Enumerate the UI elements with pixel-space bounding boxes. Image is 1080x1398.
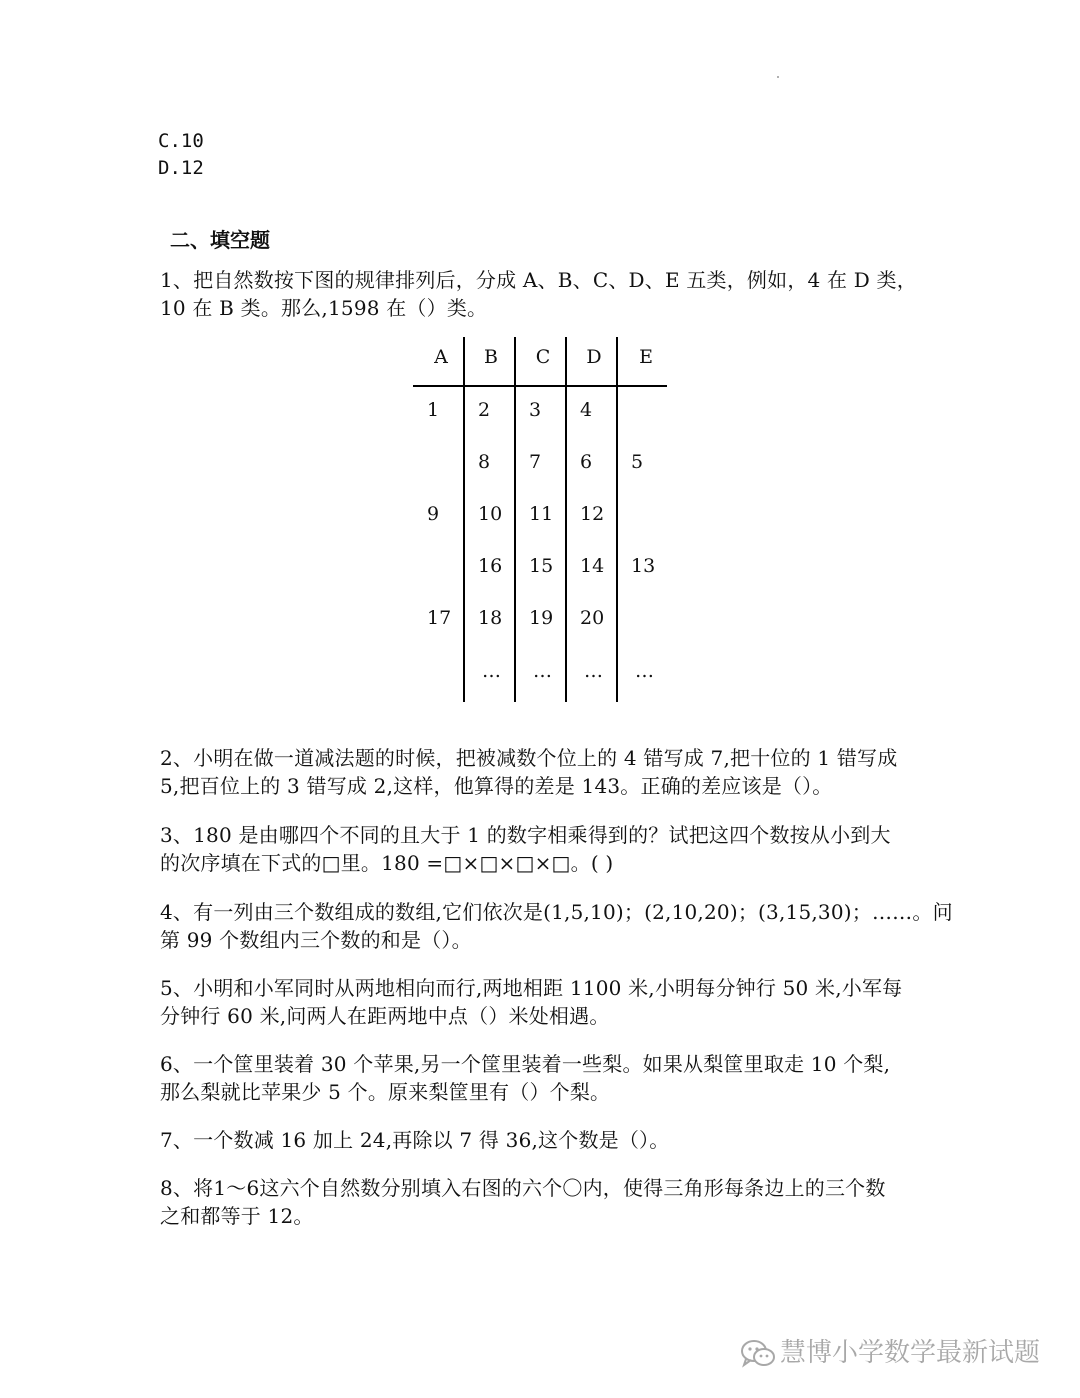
table-header-a: A xyxy=(434,346,448,368)
q6-line-1: 6、一个筐里装着 30 个苹果,另一个筐里装着一些梨。如果从梨筐里取走 10 个梨, xyxy=(160,1052,891,1076)
q5-line-1: 5、小明和小军同时从两地相向而行,两地相距 1100 米,小明每分钟行 50 米,小军每 xyxy=(160,976,903,1000)
table-cell: 19 xyxy=(529,607,554,629)
table-cell-ellipsis: … xyxy=(482,660,501,682)
q7-line-1: 7、一个数减 16 加上 24,再除以 7 得 36,这个数是（）。 xyxy=(160,1128,670,1152)
table-header-e: E xyxy=(639,346,653,368)
q4-line-2: 第 99 个数组内三个数的和是（）。 xyxy=(160,928,472,952)
table-cell: 17 xyxy=(427,607,452,629)
q6-line-2: 那么梨就比苹果少 5 个。原来梨筐里有（）个梨。 xyxy=(160,1080,611,1104)
table-cell: 14 xyxy=(580,555,605,577)
table-cell: 9 xyxy=(427,503,440,525)
section-heading: 二、填空题 xyxy=(170,228,270,252)
table-cell: 10 xyxy=(478,503,503,525)
table-cell: 2 xyxy=(478,399,491,421)
q2-line-2: 5,把百位上的 3 错写成 2,这样，他算得的差是 143。正确的差应该是（）。 xyxy=(160,774,833,798)
table-header-b: B xyxy=(484,346,498,368)
q3-line-1: 3、180 是由哪四个不同的且大于 1 的数字相乘得到的？试把这四个数按从小到大 xyxy=(160,823,891,847)
table-cell: 7 xyxy=(529,451,542,473)
choice-c: C.10 xyxy=(158,130,204,152)
table-cell: 8 xyxy=(478,451,491,473)
table-cell: 16 xyxy=(478,555,503,577)
table-cell: 1 xyxy=(427,399,440,421)
q1-line-2: 10 在 B 类。那么,1598 在（）类。 xyxy=(160,296,488,320)
scan-speck xyxy=(777,76,779,78)
table-header-c: C xyxy=(535,346,551,368)
q8-line-1: 8、将1～6这六个自然数分别填入右图的六个〇内，使得三角形每条边上的三个数 xyxy=(160,1176,886,1200)
table-cell: 5 xyxy=(631,451,644,473)
table-header-d: D xyxy=(586,346,602,368)
watermark-text: 慧博小学数学最新试题 xyxy=(780,1338,1041,1368)
table-cell-ellipsis: … xyxy=(533,660,552,682)
table-cell: 18 xyxy=(478,607,503,629)
q2-line-1: 2、小明在做一道减法题的时候，把被减数个位上的 4 错写成 7,把十位的 1 错写成 xyxy=(160,746,898,770)
table-cell: 20 xyxy=(580,607,605,629)
q8-line-2: 之和都等于 12。 xyxy=(160,1204,314,1228)
table-cell: 11 xyxy=(529,503,554,525)
q5-line-2: 分钟行 60 米,问两人在距两地中点（）米处相遇。 xyxy=(160,1004,610,1028)
table-cell: 6 xyxy=(580,451,593,473)
q3-line-2: 的次序填在下式的□里。180 =□×□×□×□。( ) xyxy=(160,851,614,875)
table-cell: 13 xyxy=(631,555,656,577)
table-cell: 15 xyxy=(529,555,554,577)
choice-d: D.12 xyxy=(158,157,204,179)
table-cell-ellipsis: … xyxy=(584,660,603,682)
table-cell: 12 xyxy=(580,503,605,525)
q4-line-1: 4、有一列由三个数组成的数组,它们依次是(1,5,10)；(2,10,20)；(3,15,30)；……。问 xyxy=(160,900,953,924)
wechat-icon xyxy=(740,1339,776,1369)
table-header-rule xyxy=(413,385,667,387)
table-cell: 4 xyxy=(580,399,593,421)
q1-line-1: 1、把自然数按下图的规律排列后，分成 A、B、C、D、E 五类，例如，4 在 D 类， xyxy=(160,268,917,292)
table-cell: 3 xyxy=(529,399,542,421)
table-cell-ellipsis: … xyxy=(635,660,654,682)
watermark xyxy=(740,1332,1040,1369)
